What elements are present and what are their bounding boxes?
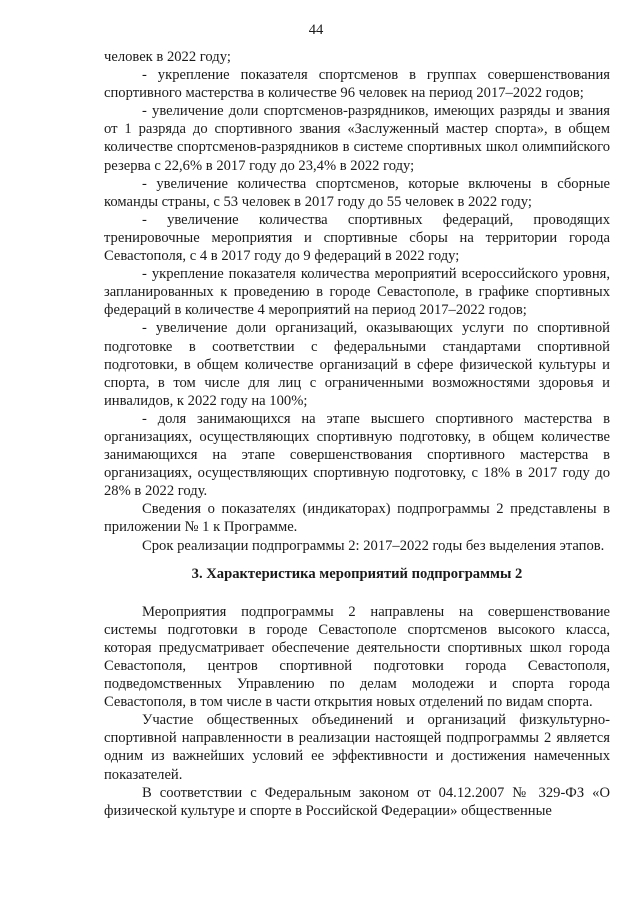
section-after-heading xyxy=(104,603,610,820)
paragraph: - увеличение доли спортсменов-разрядников, имеющих разряды и звания от 1 разряда до спортивного звания «Заслуженный мастер спорта», в общем количестве спортсменов-разрядников в системе спортивных школ олимпийского резерва с 22,6% в 2017 году до 23,4% в 2022 году; xyxy=(104,103,610,174)
paragraph: - увеличение количества спортсменов, которые включены в сборные команды страны, с 53 человек в 2017 году до 55 человек в 2022 году; xyxy=(104,175,610,210)
page-number: 44 xyxy=(308,22,324,38)
section-before-heading xyxy=(104,48,610,555)
paragraph: Участие общественных объединений и организаций физкультурно-спортивной направленности в реализации настоящей подпрограммы 2 является одним из важнейших условий ее эффективности и достижения намеченных показателей. xyxy=(104,712,610,783)
paragraph: Сведения о показателях (индикаторах) подпрограммы 2 представлены в приложении № 1 к Программе. xyxy=(104,501,610,536)
paragraph: Мероприятия подпрограммы 2 направлены на совершенствование системы подготовки в городе Севастополе спортсменов высокого класса, которая предусматривает обеспечение деятельности спортивных школ города Севастополя, центров спортивной подготовки города Севастополя, подведомственных Управлению по делам молодежи и спорта города Севастополя, в том числе в части открытия новых отделений по видам спорта. xyxy=(104,603,610,711)
paragraph: - увеличение доли организаций, оказывающих услуги по спортивной подготовке в соответствии с федеральными стандартами спортивной подготовки, в общем количестве организаций в сфере физической культуры и спорта, в том числе для лиц с ограниченными возможностями здоровья и инвалидов, к 2022 году на 100%; xyxy=(104,320,610,409)
document-body xyxy=(104,48,610,820)
paragraph: - укрепление показателя спортсменов в группах совершенствования спортивного мастерства в количестве 96 человек на период 2017–2022 годов; xyxy=(104,67,610,102)
paragraph: - увеличение количества спортивных федераций, проводящих тренировочные мероприятия и спортивные сборы на территории города Севастополя, с 4 в 2017 году до 9 федераций в 2022 году; xyxy=(104,211,610,265)
section-heading: 3. Характеристика мероприятий подпрограммы 2 xyxy=(191,565,523,582)
paragraph: В соответствии с Федеральным законом от 04.12.2007 № 329-ФЗ «О физической культуре и спорте в Российской Федерации» общественные xyxy=(104,784,610,819)
paragraph: Срок реализации подпрограммы 2: 2017–2022 годы без выделения этапов. xyxy=(142,537,605,554)
paragraph: - доля занимающихся на этапе высшего спортивного мастерства в организациях, осуществляющих спортивную подготовку, в общем количестве занимающихся на этапе совершенствования спортивного мастерства в организациях, осуществляющих спортивную подготовку, с 18% в 2017 году до 28% в 2022 году. xyxy=(104,410,610,500)
paragraph: человек в 2022 году; xyxy=(104,49,231,65)
paragraph: - укрепление показателя количества мероприятий всероссийского уровня, запланированных к проведению в городе Севастополе, в графике спортивных федераций в количестве 4 мероприятий на период 2017–2022 годов; xyxy=(104,266,610,319)
